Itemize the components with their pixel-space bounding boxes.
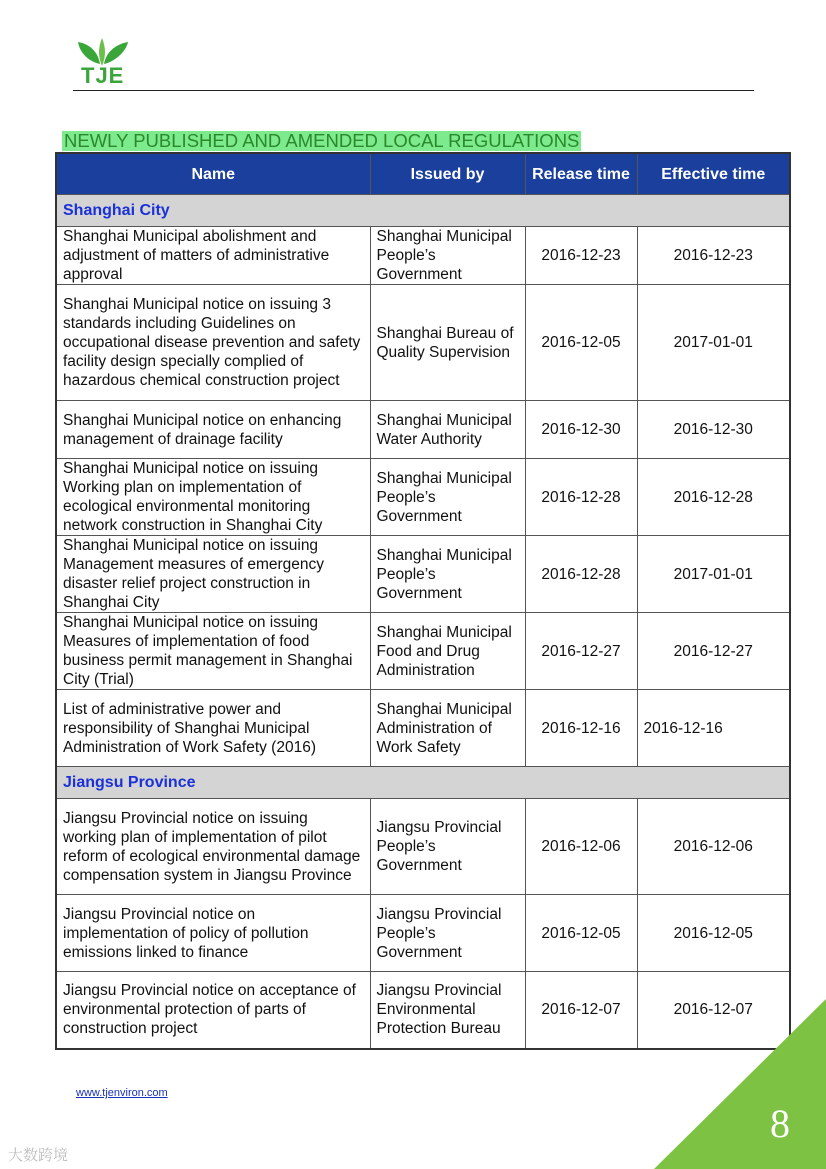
regulation-name: Shanghai Municipal notice on issuing Measures of implementation of food business permit management in Shanghai City (Trial) <box>56 613 370 690</box>
effective-date: 2016-12-23 <box>637 227 790 285</box>
issuer: Jiangsu Provincial Environmental Protection Bureau <box>370 972 525 1049</box>
release-date: 2016-12-05 <box>525 285 637 401</box>
effective-date: 2016-12-07 <box>637 972 790 1049</box>
issuer: Shanghai Municipal People’s Government <box>370 536 525 613</box>
column-header-release-time: Release time <box>525 153 637 195</box>
release-date: 2016-12-28 <box>525 536 637 613</box>
table-row <box>56 401 790 459</box>
page-number: 8 <box>770 1101 790 1146</box>
regulation-name: Shanghai Municipal notice on issuing Working plan on implementation of ecological environmental monitoring network construction in Shanghai City <box>56 459 370 536</box>
column-header-effective-time: Effective time <box>637 153 790 195</box>
table-row <box>56 799 790 895</box>
table-row <box>56 227 790 285</box>
logo-text: TJE <box>81 63 125 88</box>
regulation-name: Shanghai Municipal notice on enhancing management of drainage facility <box>56 401 370 459</box>
table-row <box>56 459 790 536</box>
website-link[interactable]: www.tjenviron.com <box>76 1087 168 1099</box>
effective-date: 2016-12-05 <box>637 895 790 972</box>
table-row <box>56 613 790 690</box>
table-row <box>56 285 790 401</box>
column-header-name: Name <box>56 153 370 195</box>
table-row <box>56 895 790 972</box>
table-row <box>56 690 790 767</box>
table-header-row <box>56 153 790 195</box>
release-date: 2016-12-16 <box>525 690 637 767</box>
release-date: 2016-12-27 <box>525 613 637 690</box>
issuer: Shanghai Municipal Administration of Work Safety <box>370 690 525 767</box>
release-date: 2016-12-23 <box>525 227 637 285</box>
issuer: Jiangsu Provincial People’s Government <box>370 895 525 972</box>
regulation-name: Shanghai Municipal notice on issuing Management measures of emergency disaster relief project construction in Shanghai City <box>56 536 370 613</box>
regulation-name: Shanghai Municipal notice on issuing 3 standards including Guidelines on occupational disease prevention and safety facility design specially complied of hazardous chemical construction project <box>56 285 370 401</box>
section-title: Shanghai City <box>56 195 790 227</box>
watermark: 大数跨境 <box>8 1147 69 1164</box>
effective-date: 2016-12-30 <box>637 401 790 459</box>
release-date: 2016-12-05 <box>525 895 637 972</box>
regulation-name: Shanghai Municipal abolishment and adjustment of matters of administrative approval <box>56 227 370 285</box>
regulation-name: Jiangsu Provincial notice on issuing working plan of implementation of pilot reform of ecological environmental damage compensation system in Jiangsu Province <box>56 799 370 895</box>
issuer: Shanghai Municipal Water Authority <box>370 401 525 459</box>
effective-date: 2017-01-01 <box>637 285 790 401</box>
column-header-issued-by: Issued by <box>370 153 525 195</box>
effective-date: 2016-12-27 <box>637 613 790 690</box>
release-date: 2016-12-28 <box>525 459 637 536</box>
page-corner-triangle <box>654 999 826 1169</box>
regulation-name: Jiangsu Provincial notice on implementation of policy of pollution emissions linked to finance <box>56 895 370 972</box>
issuer: Shanghai Municipal People’s Government <box>370 227 525 285</box>
issuer: Shanghai Municipal People’s Government <box>370 459 525 536</box>
regulation-name: List of administrative power and responsibility of Shanghai Municipal Administration of Work Safety (2016) <box>56 690 370 767</box>
table-row <box>56 536 790 613</box>
effective-date: 2016-12-16 <box>637 690 790 767</box>
effective-date: 2016-12-28 <box>637 459 790 536</box>
regulation-name: Jiangsu Provincial notice on acceptance of environmental protection of parts of construction project <box>56 972 370 1049</box>
page-title: NEWLY PUBLISHED AND AMENDED LOCAL REGULATIONS <box>64 130 580 151</box>
section-row-jiangsu <box>56 767 790 799</box>
issuer: Shanghai Municipal Food and Drug Administration <box>370 613 525 690</box>
regulations-table <box>55 152 791 1050</box>
section-row-shanghai <box>56 195 790 227</box>
effective-date: 2016-12-06 <box>637 799 790 895</box>
issuer: Shanghai Bureau of Quality Supervision <box>370 285 525 401</box>
header-divider <box>73 90 754 91</box>
effective-date: 2017-01-01 <box>637 536 790 613</box>
release-date: 2016-12-30 <box>525 401 637 459</box>
release-date: 2016-12-07 <box>525 972 637 1049</box>
release-date: 2016-12-06 <box>525 799 637 895</box>
issuer: Jiangsu Provincial People’s Government <box>370 799 525 895</box>
section-title: Jiangsu Province <box>56 767 790 799</box>
